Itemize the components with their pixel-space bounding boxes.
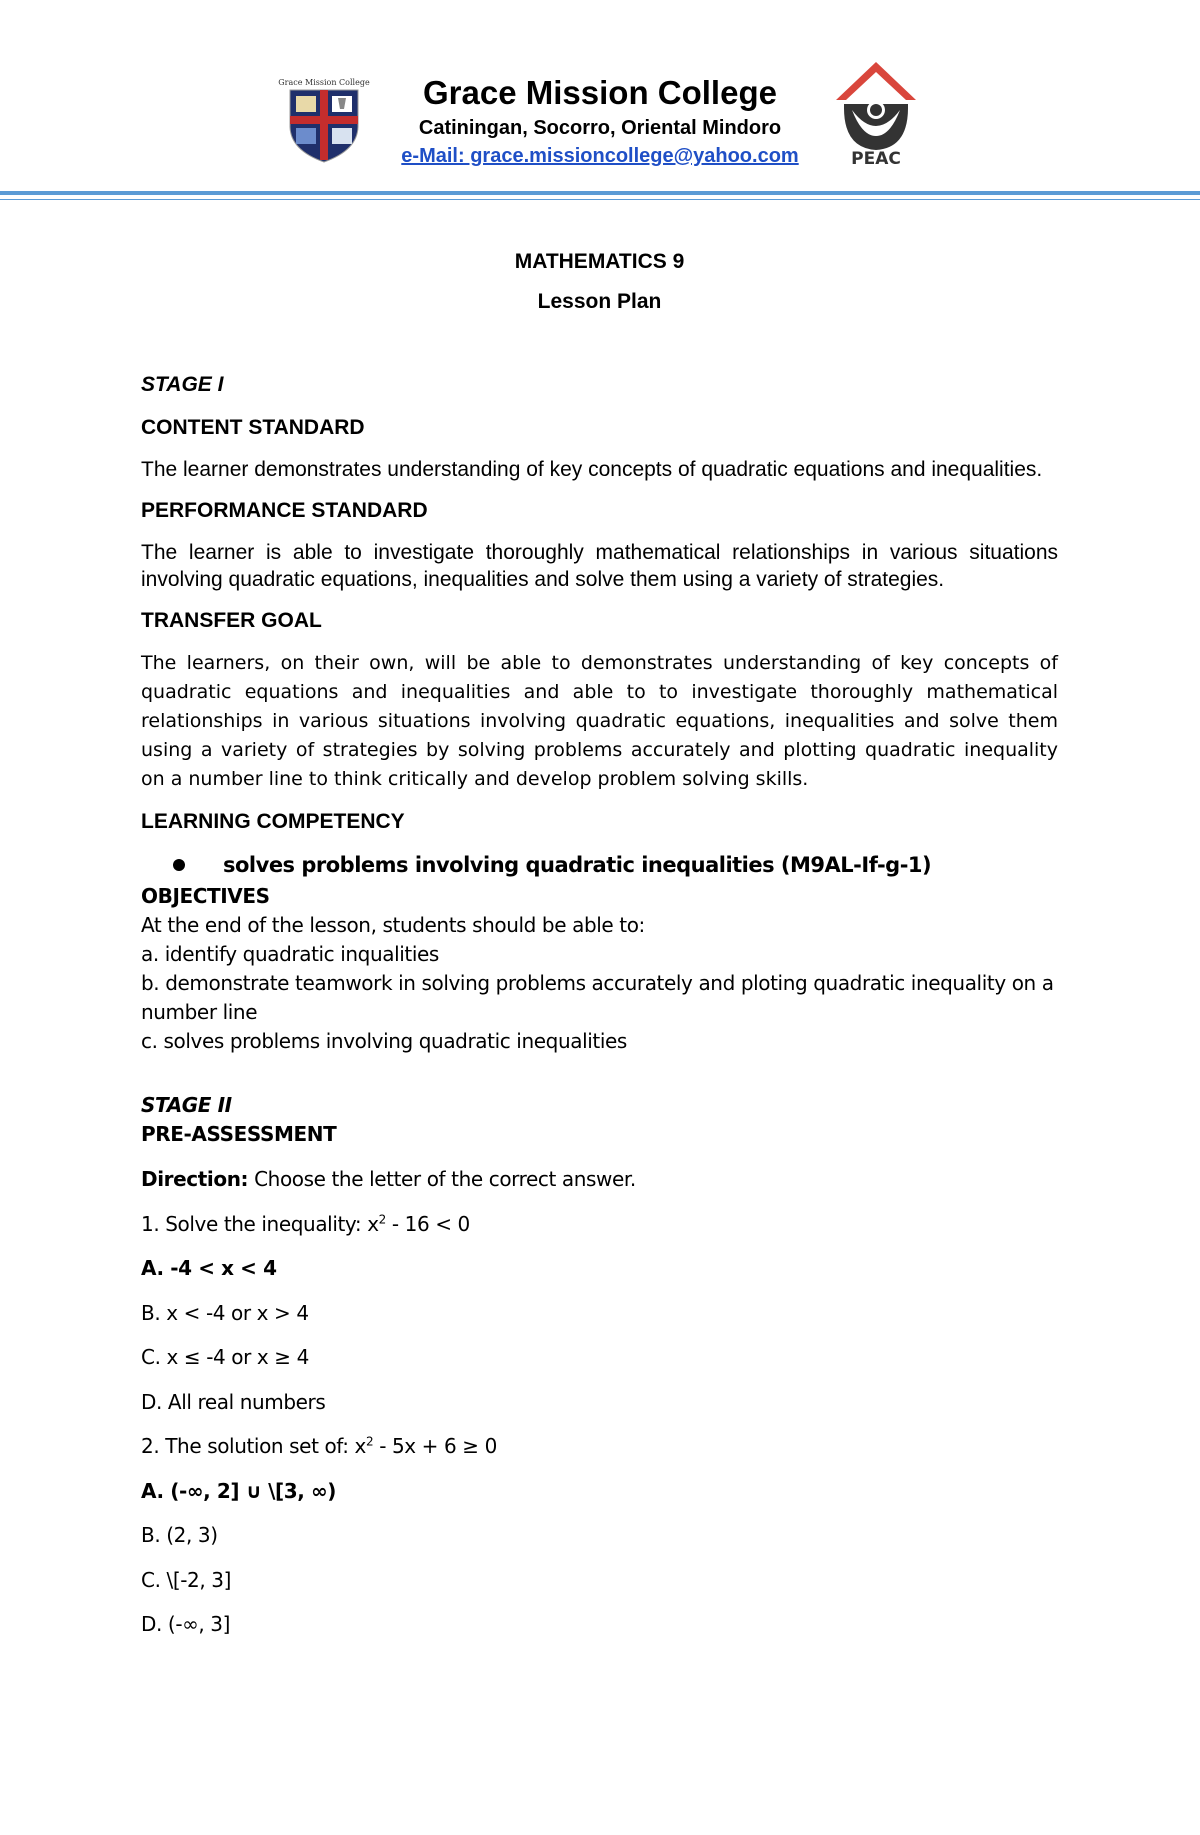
header-divider [0,191,1200,195]
question-2-suffix: - 5x + 6 ≥ 0 [373,1434,497,1458]
performance-standard-heading: PERFORMANCE STANDARD [141,499,428,522]
question-2-option-c: C. \[-2, 3] [141,1567,232,1592]
question-1-exponent: 2 [378,1211,386,1226]
college-email-link[interactable]: e-Mail: grace.missioncollege@yahoo.com [401,145,799,167]
objective-item: a. identify quadratic inqualities [141,942,439,966]
question-2-option-a: A. (-∞, 2] ∪ \[3, ∞) [141,1478,337,1503]
question-1-option-a: A. -4 < x < 4 [141,1256,277,1280]
question-2 [141,1432,1058,1461]
objectives-heading: OBJECTIVES [141,884,270,908]
question-1-suffix: - 16 < 0 [385,1211,470,1236]
direction-label: Direction: [141,1167,249,1191]
document-title: MATHEMATICS 9 [514,250,685,273]
question-1-option-c: C. x ≤ -4 or x ≥ 4 [141,1345,309,1369]
peac-label: PEAC [851,149,901,168]
objective-item: b. demonstrate teamwork in solving problems accurately and ploting quadratic inequality on a number line [141,971,1054,1024]
college-info [400,72,800,170]
question-1-option-d: D. All real numbers [141,1389,326,1414]
letterhead [0,0,1200,210]
objective-item: c. solves problems involving quadratic inequalities [141,1029,627,1053]
header-divider-thin [0,199,1200,200]
bullet-icon [173,859,185,871]
pre-assessment-heading: PRE-ASSESSMENT [141,1122,337,1146]
direction-line [141,1165,1058,1194]
question-1 [141,1210,1058,1239]
college-seal-icon [274,76,374,166]
question-1-option-b: B. x < -4 or x > 4 [141,1300,309,1325]
peac-logo-icon [830,58,922,168]
question-2-option-b: B. (2, 3) [141,1523,218,1547]
stage-two-label: STAGE II [141,1093,232,1117]
stage-one-label: STAGE I [141,373,224,396]
college-name: Grace Mission College [423,74,777,111]
college-address: Catiningan, Socorro, Oriental Mindoro [418,117,782,139]
performance-standard-text: The learner is able to investigate thoroughly mathematical relationships in various situations involving quadratic equations, inequalities and solve them using a variety of strategies. [141,541,1058,591]
transfer-goal-heading: TRANSFER GOAL [141,609,322,632]
question-2-exponent: 2 [365,1434,374,1449]
question-2-option-d: D. (-∞, 3] [141,1612,231,1636]
seal-text: Grace Mission College [278,78,370,87]
question-2-prefix: 2. The solution set of: x [141,1434,366,1458]
lesson-plan-body [141,242,1058,1655]
content-standard-heading: CONTENT STANDARD [141,416,365,439]
objectives-intro: At the end of the lesson, students should be able to: [141,913,645,937]
transfer-goal-text: The learners, on their own, will be able to demonstrates understanding of key concepts of quadratic equations and inequalities and able to to investigate thoroughly mathematical relationships in various situations involving quadratic equations, inequalities and solve them using a variety of strategies by solving problems accurately and plotting quadratic inequality on a number line to think critically and develop problem solving skills. [141,652,1058,790]
direction-text: Choose the letter of the correct answer. [248,1167,636,1191]
question-1-prefix: 1. Solve the inequality: x [141,1211,379,1236]
competency-list-item [141,850,1058,880]
content-standard-text: The learner demonstrates understanding of key concepts of quadratic equations and inequalities. [141,458,1043,481]
objectives-section [141,882,1058,1639]
competency-text: solves problems involving quadratic inequalities (M9AL-If-g-1) [223,853,932,877]
document-subtitle: Lesson Plan [537,290,662,313]
learning-competency-heading: LEARNING COMPETENCY [141,810,405,833]
